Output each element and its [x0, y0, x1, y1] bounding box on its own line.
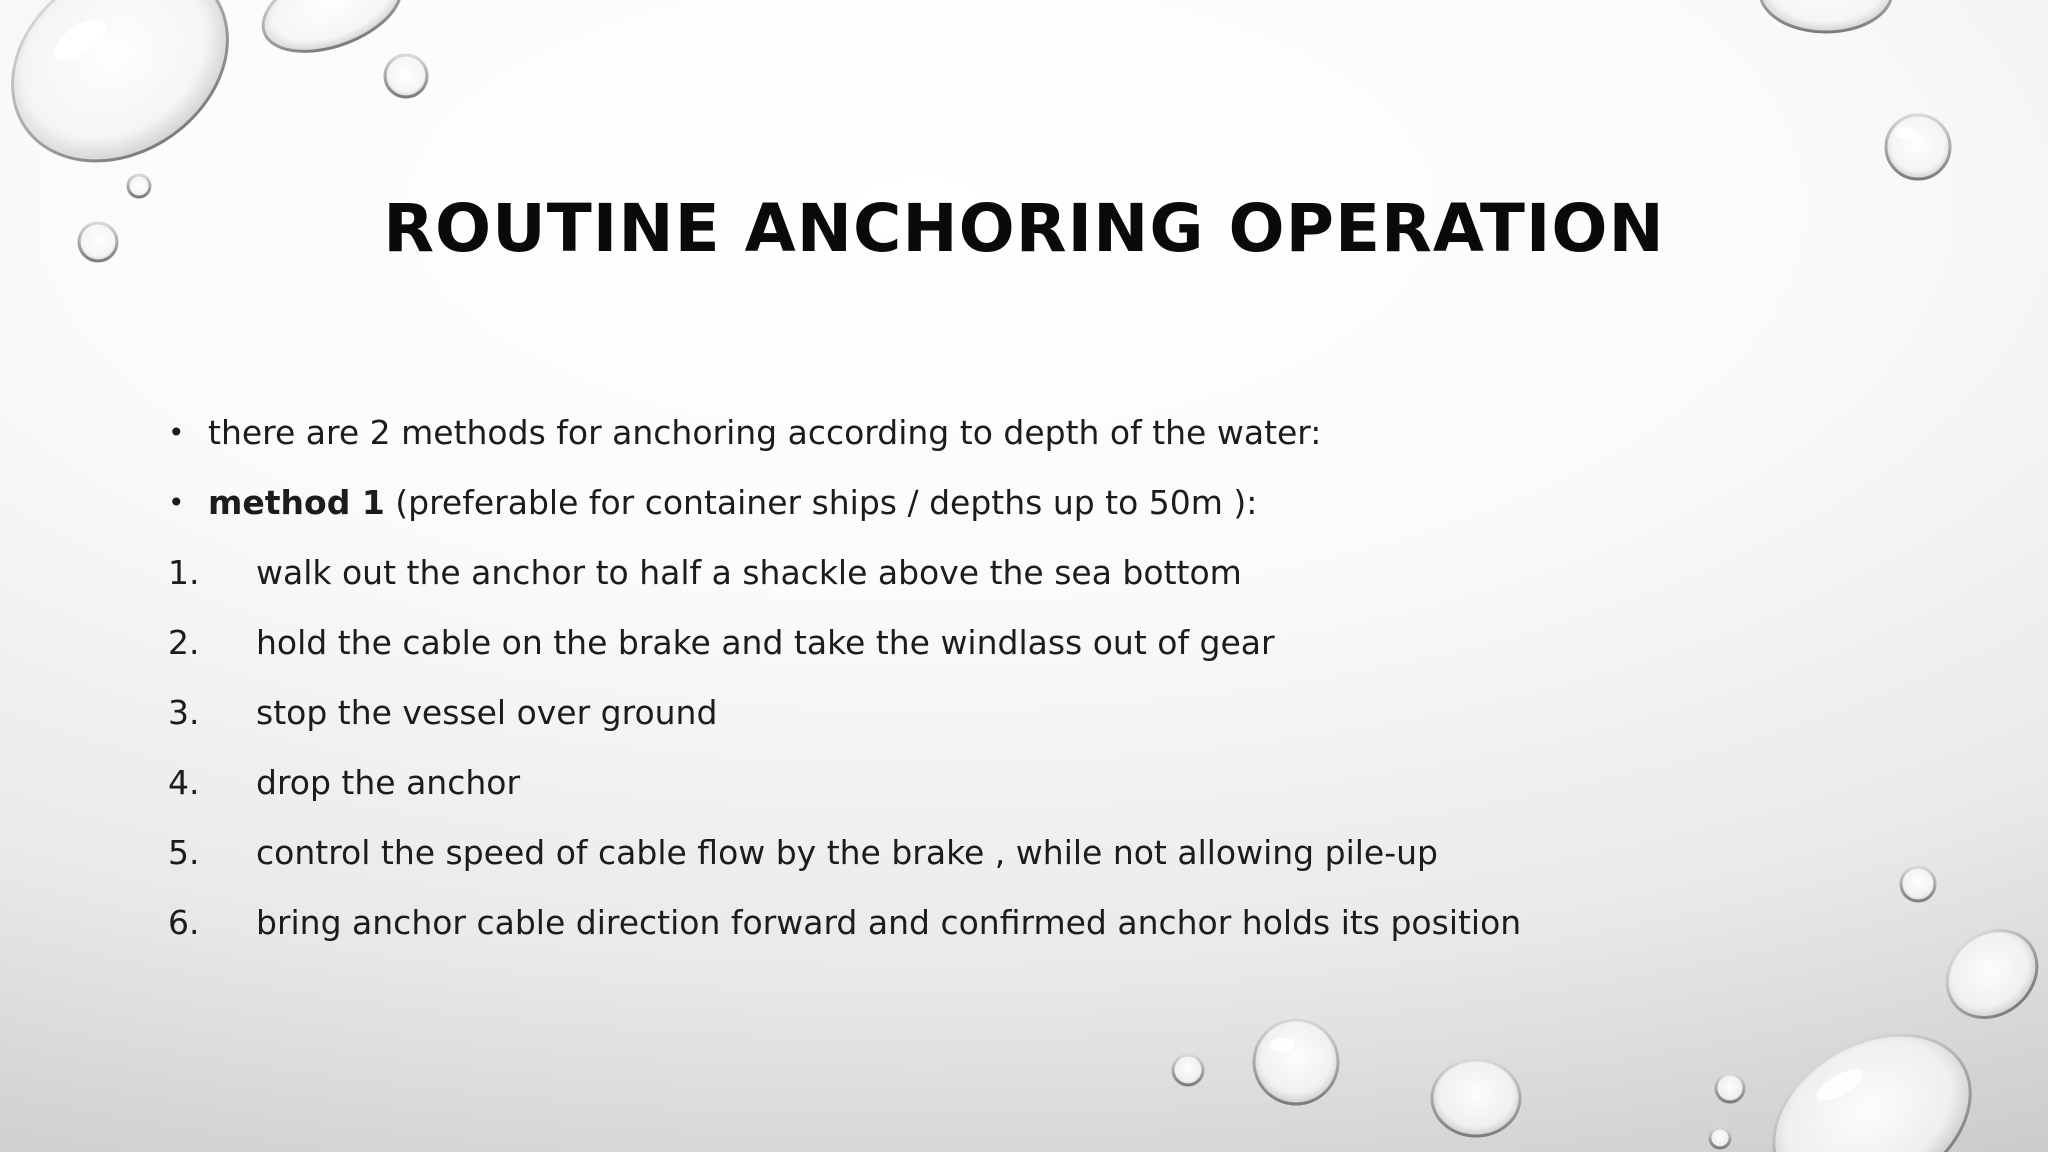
bullet-marker: • — [168, 416, 185, 449]
step-text: control the speed of cable flow by the brake , while not allowing pile-up — [256, 833, 1438, 872]
step-number: 3. — [168, 693, 200, 732]
step-text: hold the cable on the brake and take the windlass out of gear — [256, 623, 1275, 662]
method-description: (preferable for container ships / depths up to 50m ): — [384, 483, 1258, 522]
numbered-step — [168, 888, 1868, 958]
numbered-step — [168, 748, 1868, 818]
numbered-step — [168, 538, 1868, 608]
step-text: stop the vessel over ground — [256, 693, 718, 732]
step-text: walk out the anchor to half a shackle above the sea bottom — [256, 553, 1242, 592]
numbered-step — [168, 608, 1868, 678]
bullet-text: there are 2 methods for anchoring according to depth of the water: — [208, 413, 1322, 452]
step-text: drop the anchor — [256, 763, 521, 802]
step-number: 6. — [168, 903, 200, 942]
numbered-step — [168, 818, 1868, 888]
bullet-item — [168, 398, 1868, 468]
step-text: bring anchor cable direction forward and confirmed anchor holds its position — [256, 903, 1522, 942]
numbered-step — [168, 678, 1868, 748]
step-number: 4. — [168, 763, 200, 802]
step-number: 5. — [168, 833, 200, 872]
bullet-text — [208, 468, 1257, 538]
step-number: 1. — [168, 553, 200, 592]
bullet-marker: • — [168, 486, 185, 519]
step-number: 2. — [168, 623, 200, 662]
slide-body — [168, 398, 1868, 958]
slide-title: ROUTINE ANCHORING OPERATION — [383, 190, 1665, 267]
method-label: method 1 — [208, 483, 385, 522]
bullet-item — [168, 468, 1868, 538]
